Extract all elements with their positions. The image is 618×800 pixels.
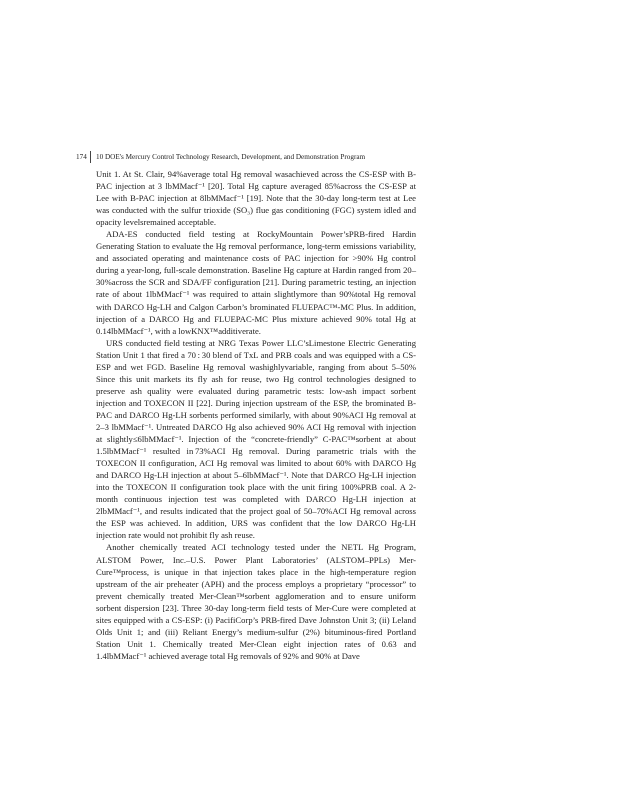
paragraph: Unit 1. At St. Clair, 94%average total Hg removal wasachieved across the CS-ESP with B-PAC injection at 3 lbMMacf⁻¹ [20]. Total Hg capture averaged 85%across the CS-ESP at Lee with B-PAC injection at 8lbMMacf⁻¹ [19]. Note that the 30-day long-term test at Lee was conducted with the sulfur trioxide (SO₃) flue gas conditioning (FGC) system idled and opacity levelsremained acceptable.	[96, 169, 416, 228]
body-text	[96, 168, 416, 662]
header-divider	[90, 151, 91, 163]
paragraph: ADA-ES conducted field testing at RockyMountain Power’sPRB-fired Hardin Generating Station to evaluate the Hg removal performance, long-term emissions variability, and associated operating and maintenance costs of PAC injection for >90% Hg control during a year-long, full-scale demonstration. Baseline Hg capture at Hardin ranged from 20–30%across the SCR and SDA/FF configuration [21]. During parametric testing, an injection rate of about 1lbMMacf⁻¹ was required to attain slightlymore than 90%total Hg removal with DARCO Hg-LH and Calgon Carbon’s brominated FLUEPAC™-MC Plus. In addition, injection of a DARCO Hg and FLUEPAC-MC Plus mixture achieved 90% total Hg at 0.14lbMMacf⁻¹, with a lowKNX™additiverate.	[96, 229, 416, 336]
running-title: 10 DOE's Mercury Control Technology Research, Development, and Demonstration Program	[96, 153, 366, 161]
paragraph: URS conducted field testing at NRG Texas Power LLC’sLimestone Electric Generating Station Unit 1 that fired a 70 : 30 blend of TxL and PRB coals and was equipped with a CS-ESP and wet FGD. Baseline Hg removal washighlyvariable, ranging from about 5–50% Since this unit markets its fly ash for reuse, two Hg control technologies designed to preserve ash quality were evaluated during parametric tests: low-ash impact sorbent injection and TOXECON II [22]. During injection upstream of the ESP, the brominated B-PAC and DARCO Hg-LH sorbents performed similarly, with about 90%ACI Hg removal at 2–3 lbMMacf⁻¹. Untreated DARCO Hg also achieved 90% ACI Hg removal with injection at slightly≤6lbMMacf⁻¹. Injection of the “concrete-friendly” C-PAC™sorbent at about 1.5lbMMacf⁻¹ resulted in 73%ACI Hg removal. During parametric trials with the TOXECON II configuration, ACI Hg removal was limited to about 60% with DARCO Hg and DARCO Hg-LH injection at about 5–6lbMMacf⁻¹. Note that DARCO Hg-LH injection into the TOXECON II configuration took place with the unit firing 100%PRB coal. A 2-month continuous injection test was completed with DARCO Hg-LH injection at 2lbMMacf⁻¹, and results indicated that the project goal of 50–70%ACI Hg removal across the ESP was achieved. In addition, URS was confident that the low DARCO Hg-LH injection rate would not prohibit fly ash reuse.	[96, 337, 416, 541]
page-number: 174	[76, 153, 87, 161]
paragraph: Another chemically treated ACI technology tested under the NETL Hg Program, ALSTOM Power, Inc.–U.S. Power Plant Laboratories’ (ALSTOM–PPLs) Mer-Cure™process, is unique in that injection takes place in the high-temperature region upstream of the air preheater (APH) and the process employs a proprietary “processor” to prevent chemically treated Mer-Clean™sorbent agglomeration and to ensure uniform sorbent dispersion [23]. Three 30-day long-term field tests of Mer-Cure were completed at sites equipped with a CS-ESP: (i) PacifiCorp’s PRB-fired Dave Johnston Unit 3; (ii) Leland Olds Unit 1; and (iii) Reliant Energy’s medium-sulfur (2%) bituminous-fired Portland Station Unit 1. Chemically treated Mer-Clean eight injection rates of 0.63 and 1.4lbMMacf⁻¹ achieved average total Hg removals of 92% and 90% at Dave	[96, 542, 416, 661]
